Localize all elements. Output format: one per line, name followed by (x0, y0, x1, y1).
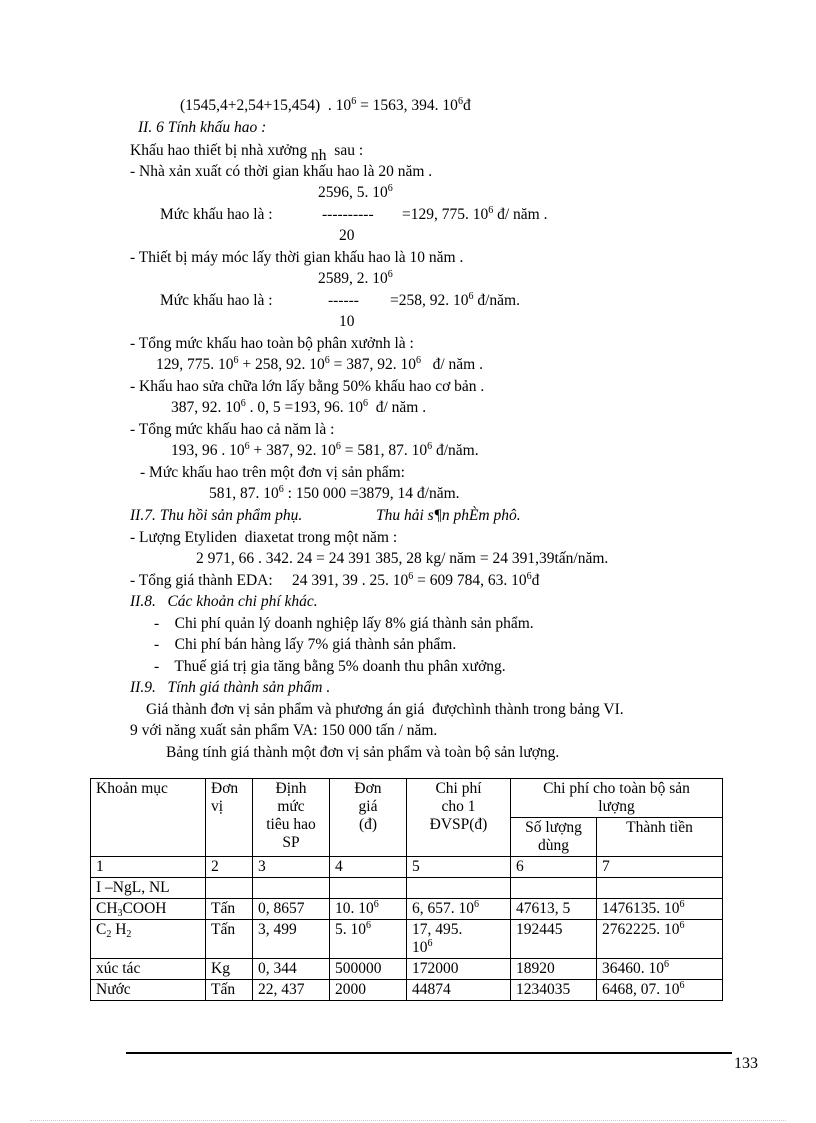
table-header-row (91, 779, 723, 818)
text: tiêu hao (266, 816, 316, 833)
text: 10 (412, 939, 428, 956)
result (390, 292, 520, 310)
table-cell: 192445 (511, 920, 597, 959)
exponent: 6 (468, 291, 474, 302)
table-cell: 2 (206, 857, 253, 878)
text: 1476135. 10 (602, 900, 680, 917)
paragraph: 9 với năng xuất sản phẩm VA: 150 000 tấn / năm. (130, 722, 438, 739)
fraction-bar: ---------- (322, 206, 374, 223)
exponent: 6 (416, 355, 421, 366)
bullet-item: - Chi phí bán hàng lấy 7% giá thành sản phẩm. (154, 636, 457, 653)
formula (130, 572, 539, 590)
table-cell (407, 878, 511, 899)
text: = 609 784, 63. 10 (413, 572, 527, 589)
text: đ/năm. (432, 442, 479, 459)
exponent: 6 (679, 980, 685, 991)
table-cell (597, 920, 723, 959)
fraction-numerator (318, 270, 393, 288)
paragraph: - Khấu hao sửa chữa lớn lấy bằng 50% khấu hao cơ bản . (130, 378, 485, 395)
text: H (111, 921, 127, 938)
table-cell: 22, 437 (253, 980, 330, 1001)
text: Định (275, 780, 307, 797)
table-cell (206, 878, 253, 899)
table-cell: xúc tác (91, 959, 206, 980)
exponent: 6 (240, 398, 246, 409)
table-cell (597, 980, 723, 1001)
text: lượng (598, 798, 635, 815)
table-row (91, 899, 723, 920)
exponent: 6 (351, 96, 357, 107)
exponent: 6 (474, 899, 479, 910)
table-cell: 0, 344 (253, 959, 330, 980)
table-cell: 7 (597, 857, 723, 878)
paragraph: - Nhà xản xuất có thời gian khấu hao là 20 năm . (130, 163, 433, 180)
table-cell: 5 (407, 857, 511, 878)
exponent: 6 (457, 96, 463, 107)
exponent: 6 (366, 920, 371, 931)
table-cell (91, 920, 206, 959)
table-cell: 3, 499 (253, 920, 330, 959)
fraction-bar: ------ (328, 292, 359, 309)
table-cell: 172000 (407, 959, 511, 980)
text: đ/ năm . (368, 399, 427, 416)
text: Chi phí (435, 780, 482, 797)
table-cell: 0, 8657 (253, 899, 330, 920)
result (402, 206, 548, 224)
table-cell (597, 878, 723, 899)
table-cell (253, 878, 330, 899)
formula (209, 485, 460, 503)
fraction-denominator: 20 (339, 227, 355, 244)
bullet-item: - Thuế giá trị gia tăng bằng 5% doanh thu phân xưởng. (154, 658, 506, 675)
table-cell (511, 878, 597, 899)
text: CH (96, 900, 118, 917)
exponent: 6 (335, 441, 341, 452)
formula: 2 971, 66 . 342. 24 = 24 391 385, 28 kg/ năm = 24 391,39tấn/năm. (196, 550, 609, 567)
heading-2-9: II.9. Tính giá thành sản phẩm . (130, 679, 331, 696)
table-caption: Bảng tính giá thành một đơn vị sản phẩm và toàn bộ sản lượng. (166, 744, 560, 761)
text: Khấu hao thiết bị nhà xưởng (130, 142, 312, 159)
formula (171, 442, 479, 460)
text: ĐVSP(đ) (429, 816, 488, 833)
table-cell: 1234035 (511, 980, 597, 1001)
table-cell: 500000 (330, 959, 407, 980)
header-cell (206, 779, 253, 857)
table-cell (330, 920, 407, 959)
text: nh (311, 147, 327, 164)
table-cell: Tấn (206, 980, 253, 1001)
header-cell (407, 779, 511, 857)
text: =129, 775. 10 (402, 206, 489, 223)
text: 193, 96 . 10 (171, 442, 245, 459)
formula-line-1 (180, 97, 471, 115)
exponent: 6 (324, 355, 330, 366)
table-cell: Tấn (206, 920, 253, 959)
header-cell (511, 779, 723, 818)
table-cell (597, 959, 723, 980)
table-cell (330, 878, 407, 899)
exponent: 6 (427, 938, 433, 949)
paragraph: - Mức khấu hao trên một đơn vị sản phẩm: (140, 464, 405, 481)
footer-rule (126, 1052, 732, 1054)
bullet-item: - Chi phí quản lý doanh nghiệp lấy 8% giá thành sản phẩm. (154, 615, 534, 632)
heading-2-7: II.7. Thu hồi sản phẩm phụ. (130, 507, 303, 524)
paragraph (130, 142, 364, 164)
header-cell (330, 779, 407, 857)
heading-2-8: II.8. Các khoản chi phí khác. (130, 593, 318, 610)
table-row (91, 857, 723, 878)
text: 6, 657. 10 (412, 900, 474, 917)
text: 581, 87. 10 (209, 485, 279, 502)
paragraph: Giá thành đơn vị sản phẩm và phương án giá đượchình thành trong bảng VI. (146, 701, 624, 718)
text: . 0, 5 =193, 96. 10 (245, 399, 363, 416)
subscript: 3 (117, 908, 123, 919)
paragraph: - Lượng Etyliden diaxetat trong một năm : (130, 529, 398, 546)
text: đ (462, 97, 471, 114)
table-cell: 18920 (511, 959, 597, 980)
text: SP (282, 834, 300, 851)
subscript: 2 (126, 929, 132, 940)
table-cell: 6 (511, 857, 597, 878)
table-cell: 1 (91, 857, 206, 878)
text: sau : (326, 142, 364, 159)
paragraph: - Tổng mức khấu hao cả năm là : (130, 421, 335, 438)
table-cell: 44874 (407, 980, 511, 1001)
text: - Tổng giá thành EDA: 24 391, 39 . 25. 10 (130, 572, 409, 589)
table-cell: 3 (253, 857, 330, 878)
text: (1545,4+2,54+15,454) . 10 (180, 97, 352, 114)
text: 6468, 07. 10 (602, 981, 680, 998)
exponent: 6 (244, 441, 250, 452)
paragraph (160, 206, 273, 224)
table-cell: 2000 (330, 980, 407, 1001)
table-cell (597, 899, 723, 920)
text: Số lượng (525, 819, 582, 836)
table-row (91, 959, 723, 980)
text: 17, 495. (412, 921, 463, 938)
text: + 387, 92. 10 (249, 442, 336, 459)
text: Đơn (354, 780, 382, 797)
exponent: 6 (278, 484, 284, 495)
text: Chi phí cho toàn bộ sản (543, 780, 690, 797)
text: 36460. 10 (602, 960, 664, 977)
table-cell (407, 920, 511, 959)
text: đ/ năm . (421, 356, 483, 373)
text: 387, 92. 10 (171, 399, 241, 416)
formula (171, 399, 426, 417)
text: = 1563, 394. 10 (356, 97, 458, 114)
exponent: 6 (664, 959, 669, 970)
text: : 150 000 =3879, 14 đ/năm. (283, 485, 460, 502)
text: 10. 10 (335, 900, 374, 917)
cost-table (90, 778, 723, 1001)
text: 2762225. 10 (602, 921, 680, 938)
text: C (96, 921, 107, 938)
text: =258, 92. 10 (390, 292, 469, 309)
text: 2589, 2. 10 (318, 270, 388, 287)
page-number: 133 (734, 1055, 758, 1072)
text: Mức khấu hao là : (160, 206, 273, 223)
exponent: 6 (387, 269, 393, 280)
text: đ/năm. (473, 292, 520, 309)
paragraph: - Thiết bị máy móc lấy thời gian khấu hao là 10 năm . (130, 249, 464, 266)
page-edge (30, 1120, 786, 1121)
header-cell (511, 818, 597, 857)
text: = 387, 92. 10 (329, 356, 416, 373)
exponent: 6 (488, 205, 494, 216)
exponent: 6 (387, 183, 393, 194)
text: 129, 775. 10 (156, 356, 234, 373)
header-cell (253, 779, 330, 857)
text: đ/ năm . (493, 206, 548, 223)
table-row (91, 980, 723, 1001)
table-row (91, 878, 723, 899)
table-cell: Kg (206, 959, 253, 980)
text: 2596, 5. 10 (318, 184, 388, 201)
exponent: 6 (408, 571, 414, 582)
table-cell (330, 899, 407, 920)
table-cell: 47613, 5 (511, 899, 597, 920)
exponent: 6 (233, 355, 239, 366)
header-cell: Thành tiền (597, 818, 723, 857)
exponent: 6 (679, 920, 685, 931)
text: Đơn (211, 780, 239, 797)
subscript: 2 (106, 929, 112, 940)
text: COOH (122, 900, 167, 917)
exponent: 6 (526, 571, 532, 582)
table-cell (91, 899, 206, 920)
text: = 581, 87. 10 (340, 442, 428, 459)
exponent: 6 (373, 899, 379, 910)
table-cell: Tấn (206, 899, 253, 920)
text: 5. 10 (335, 921, 366, 938)
paragraph (160, 292, 273, 310)
text: giá (358, 798, 378, 815)
table-cell (407, 899, 511, 920)
exponent: 6 (679, 899, 685, 910)
table-cell: I –NgL, NL (91, 878, 206, 899)
heading-2-7-garbled: Thu hải s¶n phÈm phô. (376, 507, 521, 524)
text: vị (211, 798, 224, 815)
text: Mức khấu hao là : (160, 292, 273, 309)
text: (đ) (358, 816, 378, 833)
text: + 258, 92. 10 (238, 356, 325, 373)
header-cell: Khoản mục (91, 779, 206, 857)
text: dùng (538, 837, 569, 854)
table-cell: 4 (330, 857, 407, 878)
table-row (91, 920, 723, 959)
fraction-numerator (318, 184, 393, 202)
table-cell: Nước (91, 980, 206, 1001)
text: mức (277, 798, 305, 815)
paragraph: - Tổng mức khấu hao toàn bộ phân xưởnh là : (130, 335, 414, 352)
fraction-denominator: 10 (339, 313, 355, 330)
exponent: 6 (427, 441, 433, 452)
exponent: 6 (363, 398, 368, 409)
text: đ (531, 572, 540, 589)
formula (156, 356, 483, 374)
heading-2-6: II. 6 Tính khấu hao : (138, 119, 267, 136)
text: cho 1 (441, 798, 476, 815)
